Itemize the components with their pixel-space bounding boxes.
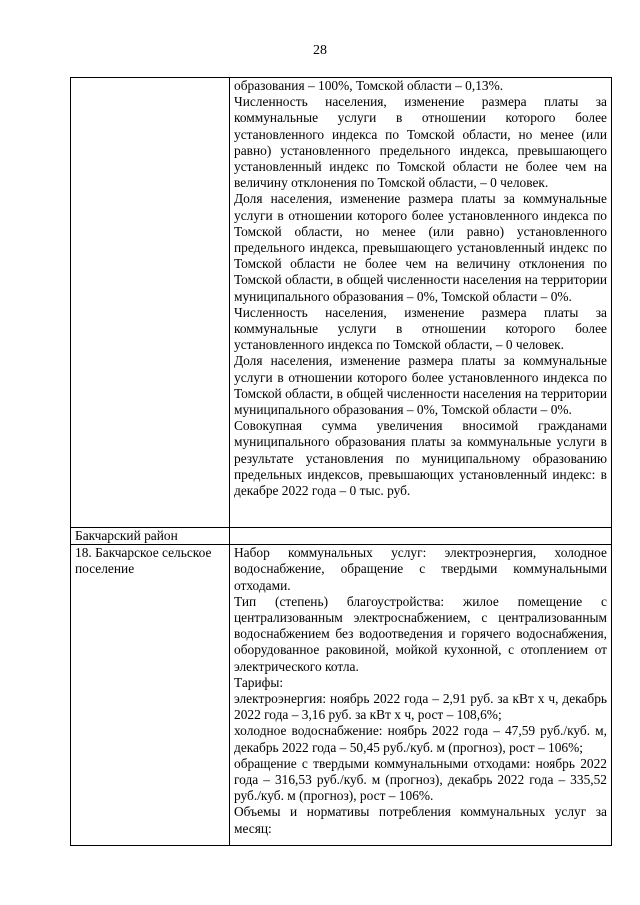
table-row — [71, 78, 612, 528]
table-row — [71, 528, 612, 545]
paragraph: Совокупная сумма увеличения вносимой гражданами муниципального образования платы за коммунальные услуги в результате установления по муниципальному образованию предельных индексов, превышающих установленный индекс: в декабре 2022 года – 0 тыс. руб. — [234, 418, 607, 499]
paragraph: Объемы и нормативы потребления коммунальных услуг за месяц: — [234, 804, 607, 836]
description-cell — [230, 78, 612, 528]
paragraph: Тарифы: — [234, 674, 284, 690]
description-cell — [230, 545, 612, 846]
municipality-cell — [71, 78, 230, 528]
document-table — [70, 77, 612, 846]
paragraph: Тип (степень) благоустройства: жилое помещение с централизованным электроснабжением, с централизованным водоснабжением без водоотведения и горячего водоснабжения, оборудованное раковиной, мойкой кухонной, с отоплением от электрического котла. — [234, 593, 607, 674]
paragraph: холодное водоснабжение: ноябрь 2022 года – 47,59 руб./куб. м, декабрь 2022 года – 50,45 руб./куб. м (прогноз), рост – 106%; — [234, 723, 607, 755]
paragraph: Доля населения, изменение размера платы за коммунальные услуги в отношении которого более установленного индекса по Томской области, но менее (или равно) установленного предельного индекса, превышающего установленный индекс по Томской области не более чем на величину отклонения по Томской области, в общей численности населения на территории муниципального образования – 0%, Томской области – 0%. — [234, 191, 607, 304]
paragraph: Доля населения, изменение размера платы за коммунальные услуги в отношении которого более установленного индекса по Томской области, в общей численности населения на территории муниципального образования – 0%, Томской области – 0%. — [234, 353, 607, 418]
paragraph: образования – 100%, Томской области – 0,13%. — [234, 78, 504, 93]
municipality-cell: 18. Бакчарское сельское поселение — [71, 545, 230, 846]
description-cell — [230, 528, 612, 545]
paragraph: Набор коммунальных услуг: электроэнергия, холодное водоснабжение, обращение с твердыми коммунальными отходами. — [234, 545, 607, 593]
table-row — [71, 545, 612, 846]
paragraph: Численность населения, изменение размера платы за коммунальные услуги в отношении которого более установленного индекса по Томской области, но менее (или равно) установленного предельного индекса, превышающего установленный индекс по Томской области не более чем на величину отклонения по Томской области, – 0 человек. — [234, 94, 607, 191]
page-number: 28 — [313, 43, 327, 58]
paragraph: электроэнергия: ноябрь 2022 года – 2,91 руб. за кВт х ч, декабрь 2022 года – 3,16 руб. за кВт х ч, рост – 108,6%; — [234, 691, 607, 723]
paragraph: обращение с твердыми коммунальными отходами: ноябрь 2022 года – 316,53 руб./куб. м (прогноз), декабрь 2022 года – 335,52 руб./куб. м (прогноз), рост – 106%. — [234, 755, 607, 804]
district-header-cell: Бакчарский район — [71, 528, 230, 545]
paragraph: Численность населения, изменение размера платы за коммунальные услуги в отношении которого более установленного индекса по Томской области, – 0 человек. — [234, 304, 607, 353]
